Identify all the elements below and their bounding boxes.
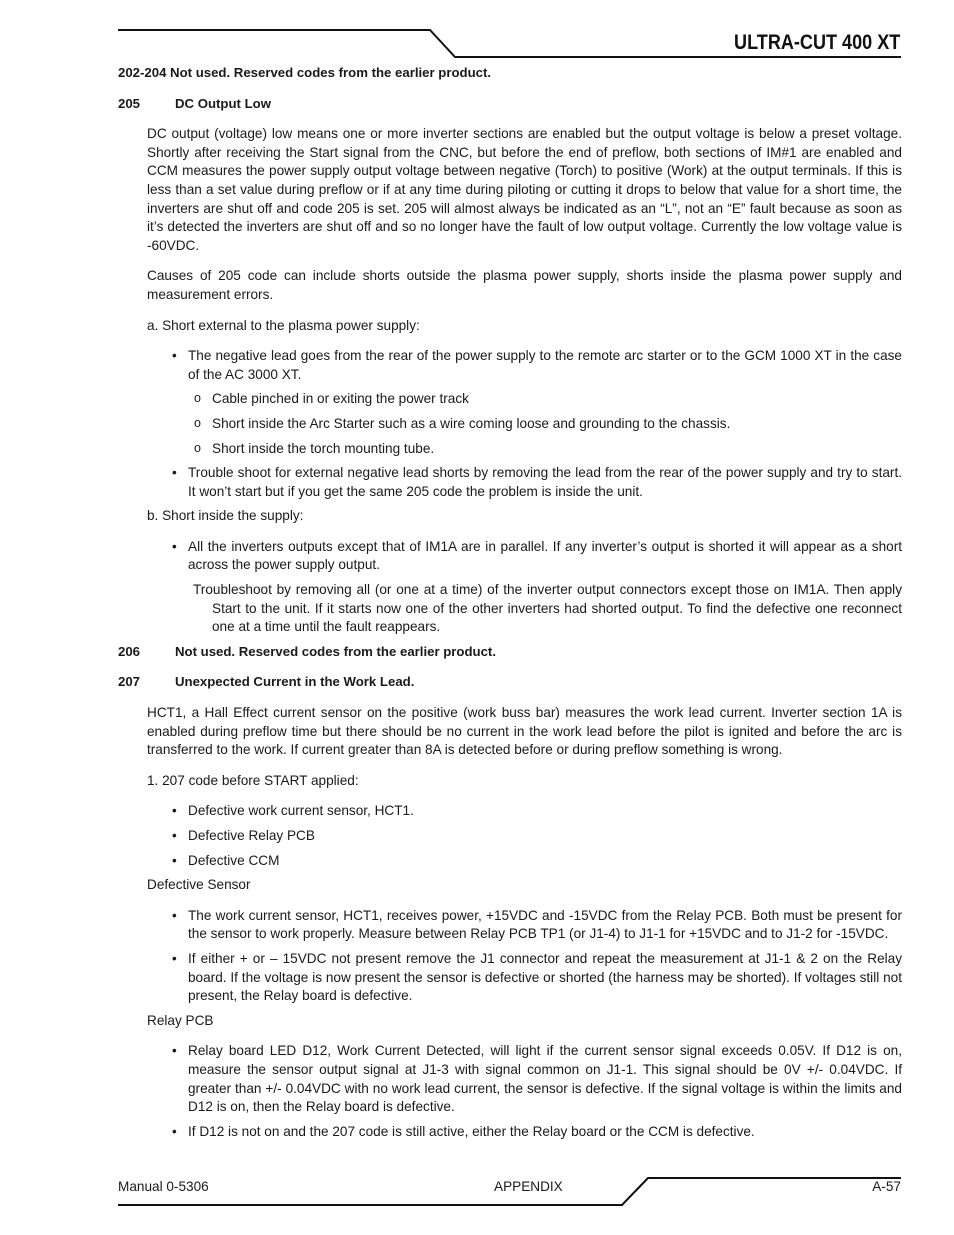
section-205-sub-bullet-3: o Short inside the torch mounting tube.	[212, 440, 902, 459]
section-207-sensor-heading: Defective Sensor	[147, 877, 251, 893]
section-205-bullet-2: • Trouble shoot for external negative lead shorts by removing the lead from the rear of the power supply and try to start. It won’t start but if you get the same 205 code the problem is inside the unit.	[188, 464, 902, 501]
section-207-title: Unexpected Current in the Work Lead.	[175, 674, 415, 690]
section-207-bullet-1: • Defective work current sensor, HCT1.	[188, 802, 902, 821]
section-207-bullet-5: • If either + or – 15VDC not present remove the J1 connector and repeat the measurement at J1-1 & 2 on the Relay board. If the voltage is now present the sensor is defective or shorted (the harness may be shorted). If voltages still not present, the Relay board is defective.	[188, 950, 902, 1006]
page-content	[118, 62, 902, 1141]
header-title: ULTRA-CUT 400 XT	[733, 31, 900, 54]
section-207-heading	[118, 673, 902, 692]
section-205-sub-bullet-1: o Cable pinched in or exiting the power track	[212, 390, 902, 409]
section-205-heading	[118, 95, 902, 114]
section-205-bullet-3: • All the inverters outputs except that of IM1A are in parallel. If any inverter’s output is shorted it will appear as a short across the power supply output.	[188, 538, 902, 575]
section-205-item-b: b. Short inside the supply:	[147, 508, 304, 524]
section-207-item-1: 1. 207 code before START applied:	[147, 772, 359, 788]
section-205-title: DC Output Low	[175, 95, 271, 111]
section-207-para-1: HCT1, a Hall Effect current sensor on the positive (work buss bar) measures the work lead current. Inverter section 1A is enabled during preflow time but there should be no current in the work lead before the pilot is ignited and before the arc is transferred to the work. If current greater than 8A is detected before or during preflow something is wrong.	[147, 705, 902, 758]
section-207-bullet-2: • Defective Relay PCB	[188, 827, 902, 846]
footer-page-number: A-57	[872, 1179, 901, 1194]
section-207-number: 207	[118, 674, 141, 690]
section-205-para-2: Causes of 205 code can include shorts outside the plasma power supply, shorts inside the plasma power supply and measurement errors.	[147, 268, 902, 302]
section-205-para-1: DC output (voltage) low means one or more inverter sections are enabled but the output voltage is below a preset voltage. Shortly after receiving the Start signal from the CNC, but before the end of preflow, both sections of IM#1 are enabled and CCM measures the power supply output voltage between negative (Torch) to positive (Work) at the output terminals. If this is less than a set value during preflow or if at any time during piloting or cutting it drops to below that value for a short time, the inverters are shut off and code 205 is set. 205 will almost always be indicated as an “L”, not an “E” fault because as soon as it’s detected the inverters are shut off and so no longer have the fault of low output voltage. Currently the low voltage value is -60VDC.	[147, 126, 902, 253]
section-206-number: 206	[118, 643, 141, 659]
section-207-relay-heading: Relay PCB	[147, 1012, 214, 1028]
section-206-heading	[118, 643, 902, 662]
section-207-bullet-7: • If D12 is not on and the 207 code is still active, either the Relay board or the CCM is defective.	[188, 1123, 902, 1142]
section-207-bullet-4: • The work current sensor, HCT1, receives power, +15VDC and -15VDC from the Relay PCB. Both must be present for the sensor to work properly. Measure between Relay PCB TP1 (or J1-4) to J1-1 for +15VDC and to J1-2 for -15VDC.	[188, 907, 902, 944]
section-207-bullet-6: • Relay board LED D12, Work Current Detected, will light if the current sensor signal exceeds 0.05V. If D12 is on, measure the sensor output signal at J1-3 with signal common on J1-1. This signal should be 0V +/- 0.04VDC. If greater than +/- 0.04VDC with no work lead current, the sensor is defective. If the signal voltage is within the limits and D12 is on, then the Relay board is defective.	[188, 1042, 902, 1116]
section-206-title: Not used. Reserved codes from the earlier product.	[175, 643, 496, 659]
footer-section-name: APPENDIX	[494, 1179, 563, 1194]
section-202-heading: 202-204 Not used. Reserved codes from the earlier product.	[118, 65, 492, 80]
section-205-sub-bullet-2: o Short inside the Arc Starter such as a wire coming loose and grounding to the chassis.	[212, 415, 902, 434]
section-207-bullet-3: • Defective CCM	[188, 852, 902, 871]
section-205-number: 205	[118, 95, 141, 111]
section-205-item-a: a. Short external to the plasma power supply:	[147, 317, 420, 333]
section-205-bullet-1: • The negative lead goes from the rear of the power supply to the remote arc starter or to the GCM 1000 XT in the case of the AC 3000 XT.	[188, 347, 902, 384]
footer-manual-number: Manual 0-5306	[118, 1179, 209, 1194]
section-205-troubleshoot: Troubleshoot by removing all (or one at a time) of the inverter output connectors except those on IM1A. Then apply Start to the unit. If it starts now one of the other inverters had shorted output. To find the defective one reconnect one at a time until the fault reappears.	[193, 582, 902, 635]
